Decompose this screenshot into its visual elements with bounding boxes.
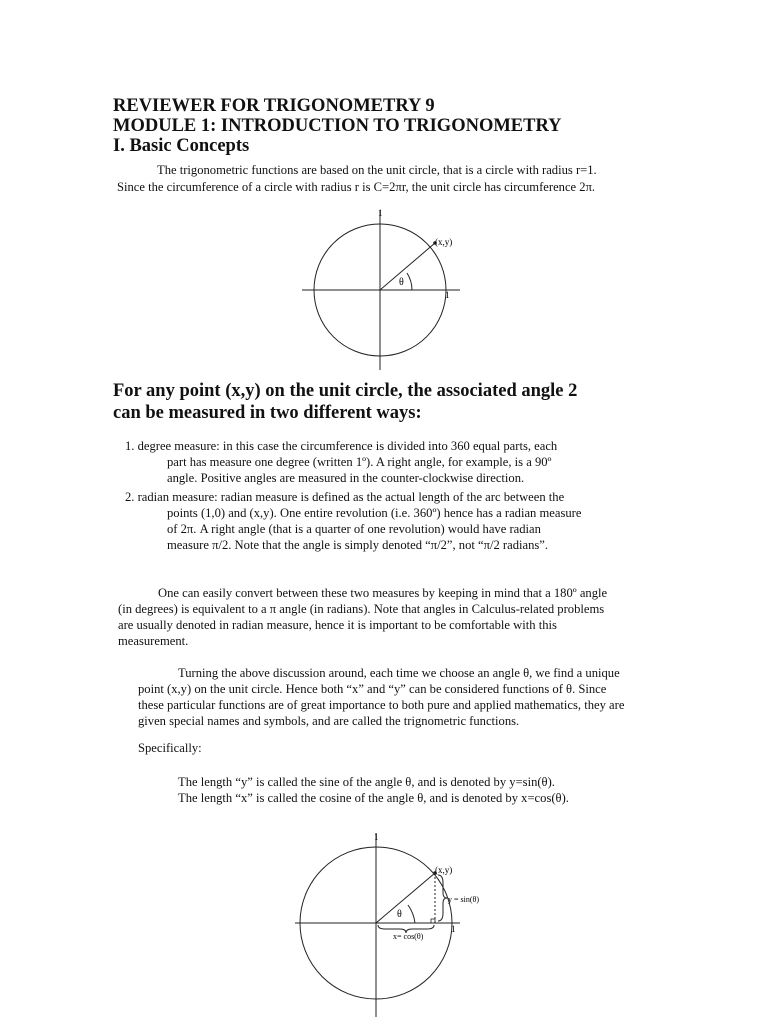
list-line: points (1,0) and (x,y). One entire revolution (i.e. 360º) hence has a radian measure — [167, 506, 582, 520]
sine-definition: The length “y” is called the sine of the angle θ, and is denoted by y=sin(θ). — [178, 775, 555, 789]
sine-label: y = sin(θ) — [448, 895, 480, 904]
cosine-label: x= cos(θ) — [393, 932, 424, 941]
paragraph-line: are usually denoted in radian measure, hence it is important to be comfortable with this — [118, 618, 557, 632]
x-axis-label: 1 — [445, 290, 450, 300]
definitions — [178, 774, 569, 806]
angle-arc — [408, 905, 415, 923]
angle-arc — [407, 273, 412, 290]
document-title: REVIEWER FOR TRIGONOMETRY 9 — [113, 96, 435, 116]
module-heading: MODULE 1: INTRODUCTION TO TRIGONOMETRY — [113, 116, 562, 136]
radius-line — [376, 873, 435, 923]
paragraph-line: One can easily convert between these two measures by keeping in mind that a 180º angle — [158, 586, 608, 600]
paragraph-line: Turning the above discussion around, each time we choose an angle θ, we find a unique — [178, 666, 620, 680]
x-axis-label: 1 — [451, 924, 456, 934]
lead-line-1: For any point (x,y) on the unit circle, the associated angle 2 — [113, 381, 578, 401]
list-line: 1. degree measure: in this case the circumference is divided into 360 equal parts, each — [125, 439, 558, 453]
unit-circle-figure — [290, 200, 470, 375]
sine-cosine-figure — [290, 825, 490, 1020]
intro-line-1: The trigonometric functions are based on the unit circle, that is a circle with radius r=1. — [157, 163, 597, 177]
paragraph-line: point (x,y) on the unit circle. Hence both “x” and “y” can be considered functions of θ. Since — [138, 682, 607, 696]
paragraph-line: (in degrees) is equivalent to a π angle (in radians). Note that angles in Calculus-related problems — [118, 602, 605, 616]
cosine-definition: The length “x” is called the cosine of the angle θ, and is denoted by x=cos(θ). — [178, 791, 569, 805]
paragraph-functions — [138, 665, 624, 729]
section-heading: I. Basic Concepts — [113, 136, 250, 156]
list-line: angle. Positive angles are measured in the counter-clockwise direction. — [167, 471, 525, 485]
right-angle-marker — [431, 919, 435, 923]
paragraph-line: these particular functions are of great importance to both pure and applied mathematics, they are — [138, 698, 625, 712]
intro-line-2: Since the circumference of a circle with radius r is C=2πr, the unit circle has circumference 2π. — [117, 180, 596, 194]
paragraph-line: measurement. — [118, 634, 189, 648]
point-label: (x,y) — [435, 865, 453, 875]
lead-line-2: can be measured in two different ways: — [113, 403, 422, 423]
list-line: measure π/2. Note that the angle is simply denoted “π/2”, not “π/2 radians”. — [167, 538, 549, 552]
paragraph-line: given special names and symbols, and are called the trignometric functions. — [138, 714, 520, 728]
list-line: part has measure one degree (written 1º). A right angle, for example, is a 90º — [167, 455, 552, 469]
angle-label: θ — [397, 909, 402, 920]
y-axis-label: 1 — [378, 208, 383, 218]
list-item-radian — [125, 489, 581, 553]
list-item-degree — [125, 438, 557, 486]
radius-line — [380, 243, 435, 290]
list-line: of 2π. A right angle (that is a quarter of one revolution) would have radian — [167, 522, 541, 536]
list-line: 2. radian measure: radian measure is defined as the actual length of the arc between the — [125, 490, 565, 504]
paragraph-conversion — [118, 585, 607, 649]
point-label: (x,y) — [435, 237, 453, 247]
y-axis-label: 1 — [374, 832, 379, 842]
specifically-label: Specifically: — [138, 741, 202, 755]
angle-label: θ — [399, 277, 404, 288]
